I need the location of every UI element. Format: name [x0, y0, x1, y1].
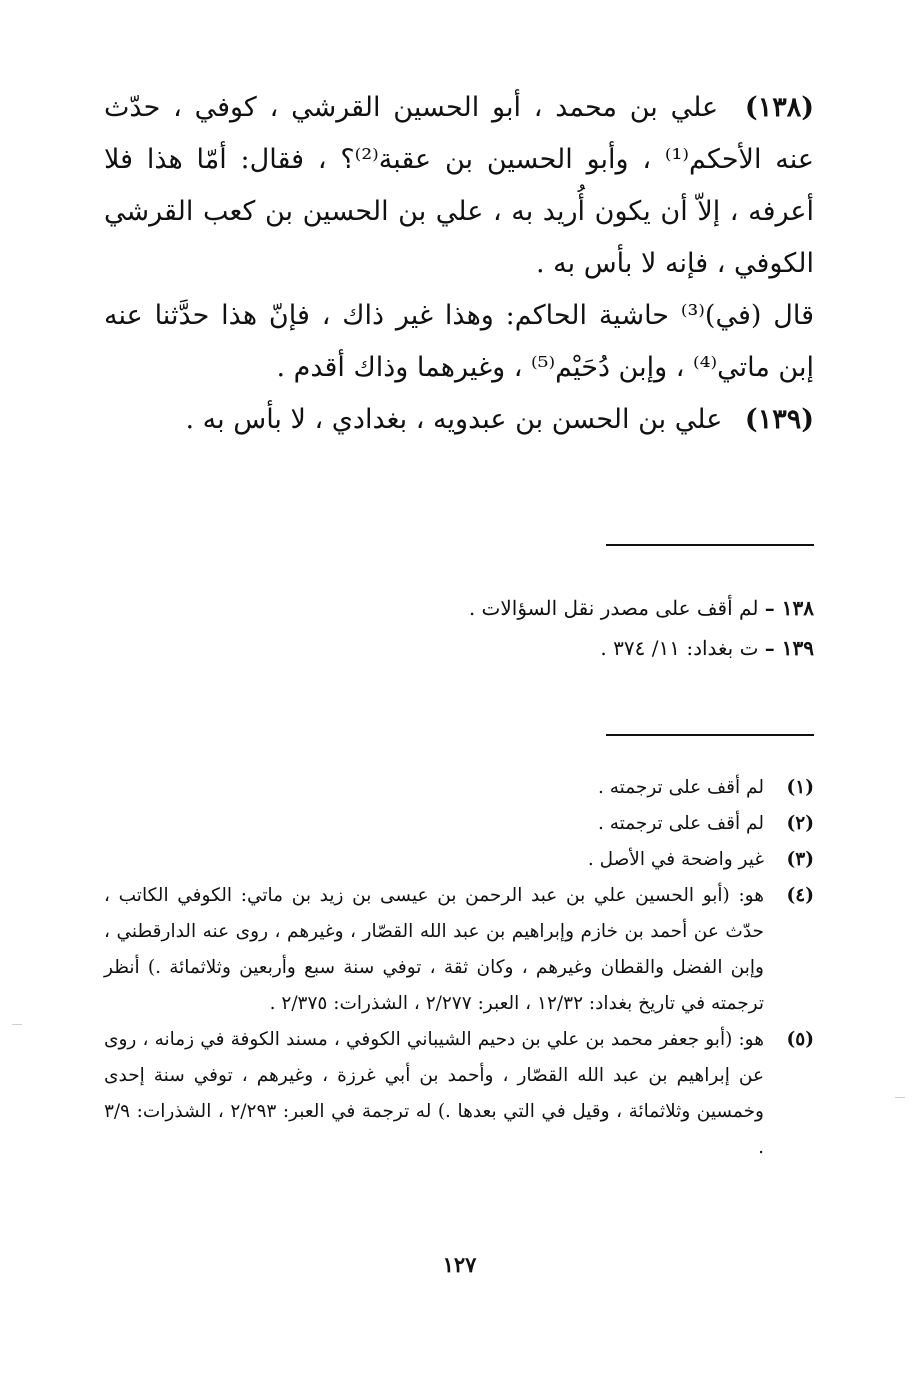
footnote-text: لم أقف على ترجمته . [597, 813, 764, 834]
footnote-number: (١) [786, 777, 814, 798]
footnote-divider [606, 734, 814, 736]
footnote-number: (٣) [786, 849, 814, 870]
footnote-text: لم أقف على ترجمته . [597, 777, 764, 798]
entry-number: (١٣٩) [744, 404, 814, 435]
footnote-item [104, 806, 814, 842]
sources-list [104, 588, 814, 668]
footnote-text: غير واضحة في الأصل . [587, 849, 764, 870]
footnote-number: (٢) [786, 813, 814, 834]
entry-number: (١٣٨) [744, 92, 814, 123]
footnote-item [104, 842, 814, 878]
footnote-text: هو: (أبو جعفر محمد بن علي بن دحيم الشيباني الكوفي ، مسند الكوفة في زمانه ، روى عن إبراهيم بن عبد الله القصّار ، وأحمد بن أبي غرزة ، وغيرهم ، توفي سنة إحدى وخمسين وثلاثمائة ، وقيل في التي بعدها .) له ترجمة في العبر: ٢/٢٩٣ ، الشذرات: ٣/٩ . [104, 1029, 764, 1158]
footnote-number: (٥) [786, 1029, 814, 1050]
footnote-item [104, 770, 814, 806]
source-number: ١٣٩ – [764, 636, 814, 660]
footnote-item [104, 878, 814, 1022]
source-number: ١٣٨ – [764, 596, 814, 620]
entry-139 [104, 394, 814, 446]
footnote-item [104, 1022, 814, 1166]
entry-text: علي بن محمد ، أبو الحسين القرشي ، كوفي ، حدّث عنه الأحكم⁽¹⁾ ، وأبو الحسين بن عقبة⁽²⁾؟ ، فقال: أمّا هذا فلا أعرفه ، إلاّ أن يكون أُريد به ، علي بن الحسين بن كعب القرشي الكوفي ، فإنه لا بأس به . [104, 92, 814, 279]
scan-artifact [12, 1024, 22, 1025]
entry-138 [104, 82, 814, 394]
scan-artifact [895, 1097, 905, 1098]
section-divider [606, 544, 814, 546]
main-entries [104, 82, 814, 446]
source-item [104, 628, 814, 668]
footnote-text: هو: (أبو الحسين علي بن عبد الرحمن بن عيسى بن زيد بن ماتي: الكوفي الكاتب ، حدّث عن أحمد بن خازم وإبراهيم بن عبد الله القصّار ، وغيرهم ، روى عنه الدارقطني ، وإبن الفضل والقطان وغيرهم ، وكان ثقة ، توفي سنة سبع وأربعين وثلاثمائة .) أنظر ترجمته في تاريخ بغداد: ١٢/٣٢ ، العبر: ٢/٢٧٧ ، الشذرات: ٢/٣٧٥ . [104, 885, 764, 1014]
source-item [104, 588, 814, 628]
entry-text: علي بن الحسن بن عبدويه ، بغدادي ، لا بأس به . [185, 404, 723, 435]
source-text: ت بغداد: ١١/ ٣٧٤ . [600, 636, 759, 660]
source-text: لم أقف على مصدر نقل السؤالات . [468, 596, 759, 620]
page-number: ١٢٧ [442, 1252, 477, 1277]
footnote-number: (٤) [786, 885, 814, 906]
footnotes-list [104, 770, 814, 1166]
entry-note: قال (في)⁽³⁾ حاشية الحاكم: وهذا غير ذاك ، فإنّ هذا حدَّثنا عنه إبن ماتي⁽⁴⁾ ، وإبن دُحَيْم⁽⁵⁾ ، وغيرهما وذاك أقدم . [104, 300, 814, 383]
